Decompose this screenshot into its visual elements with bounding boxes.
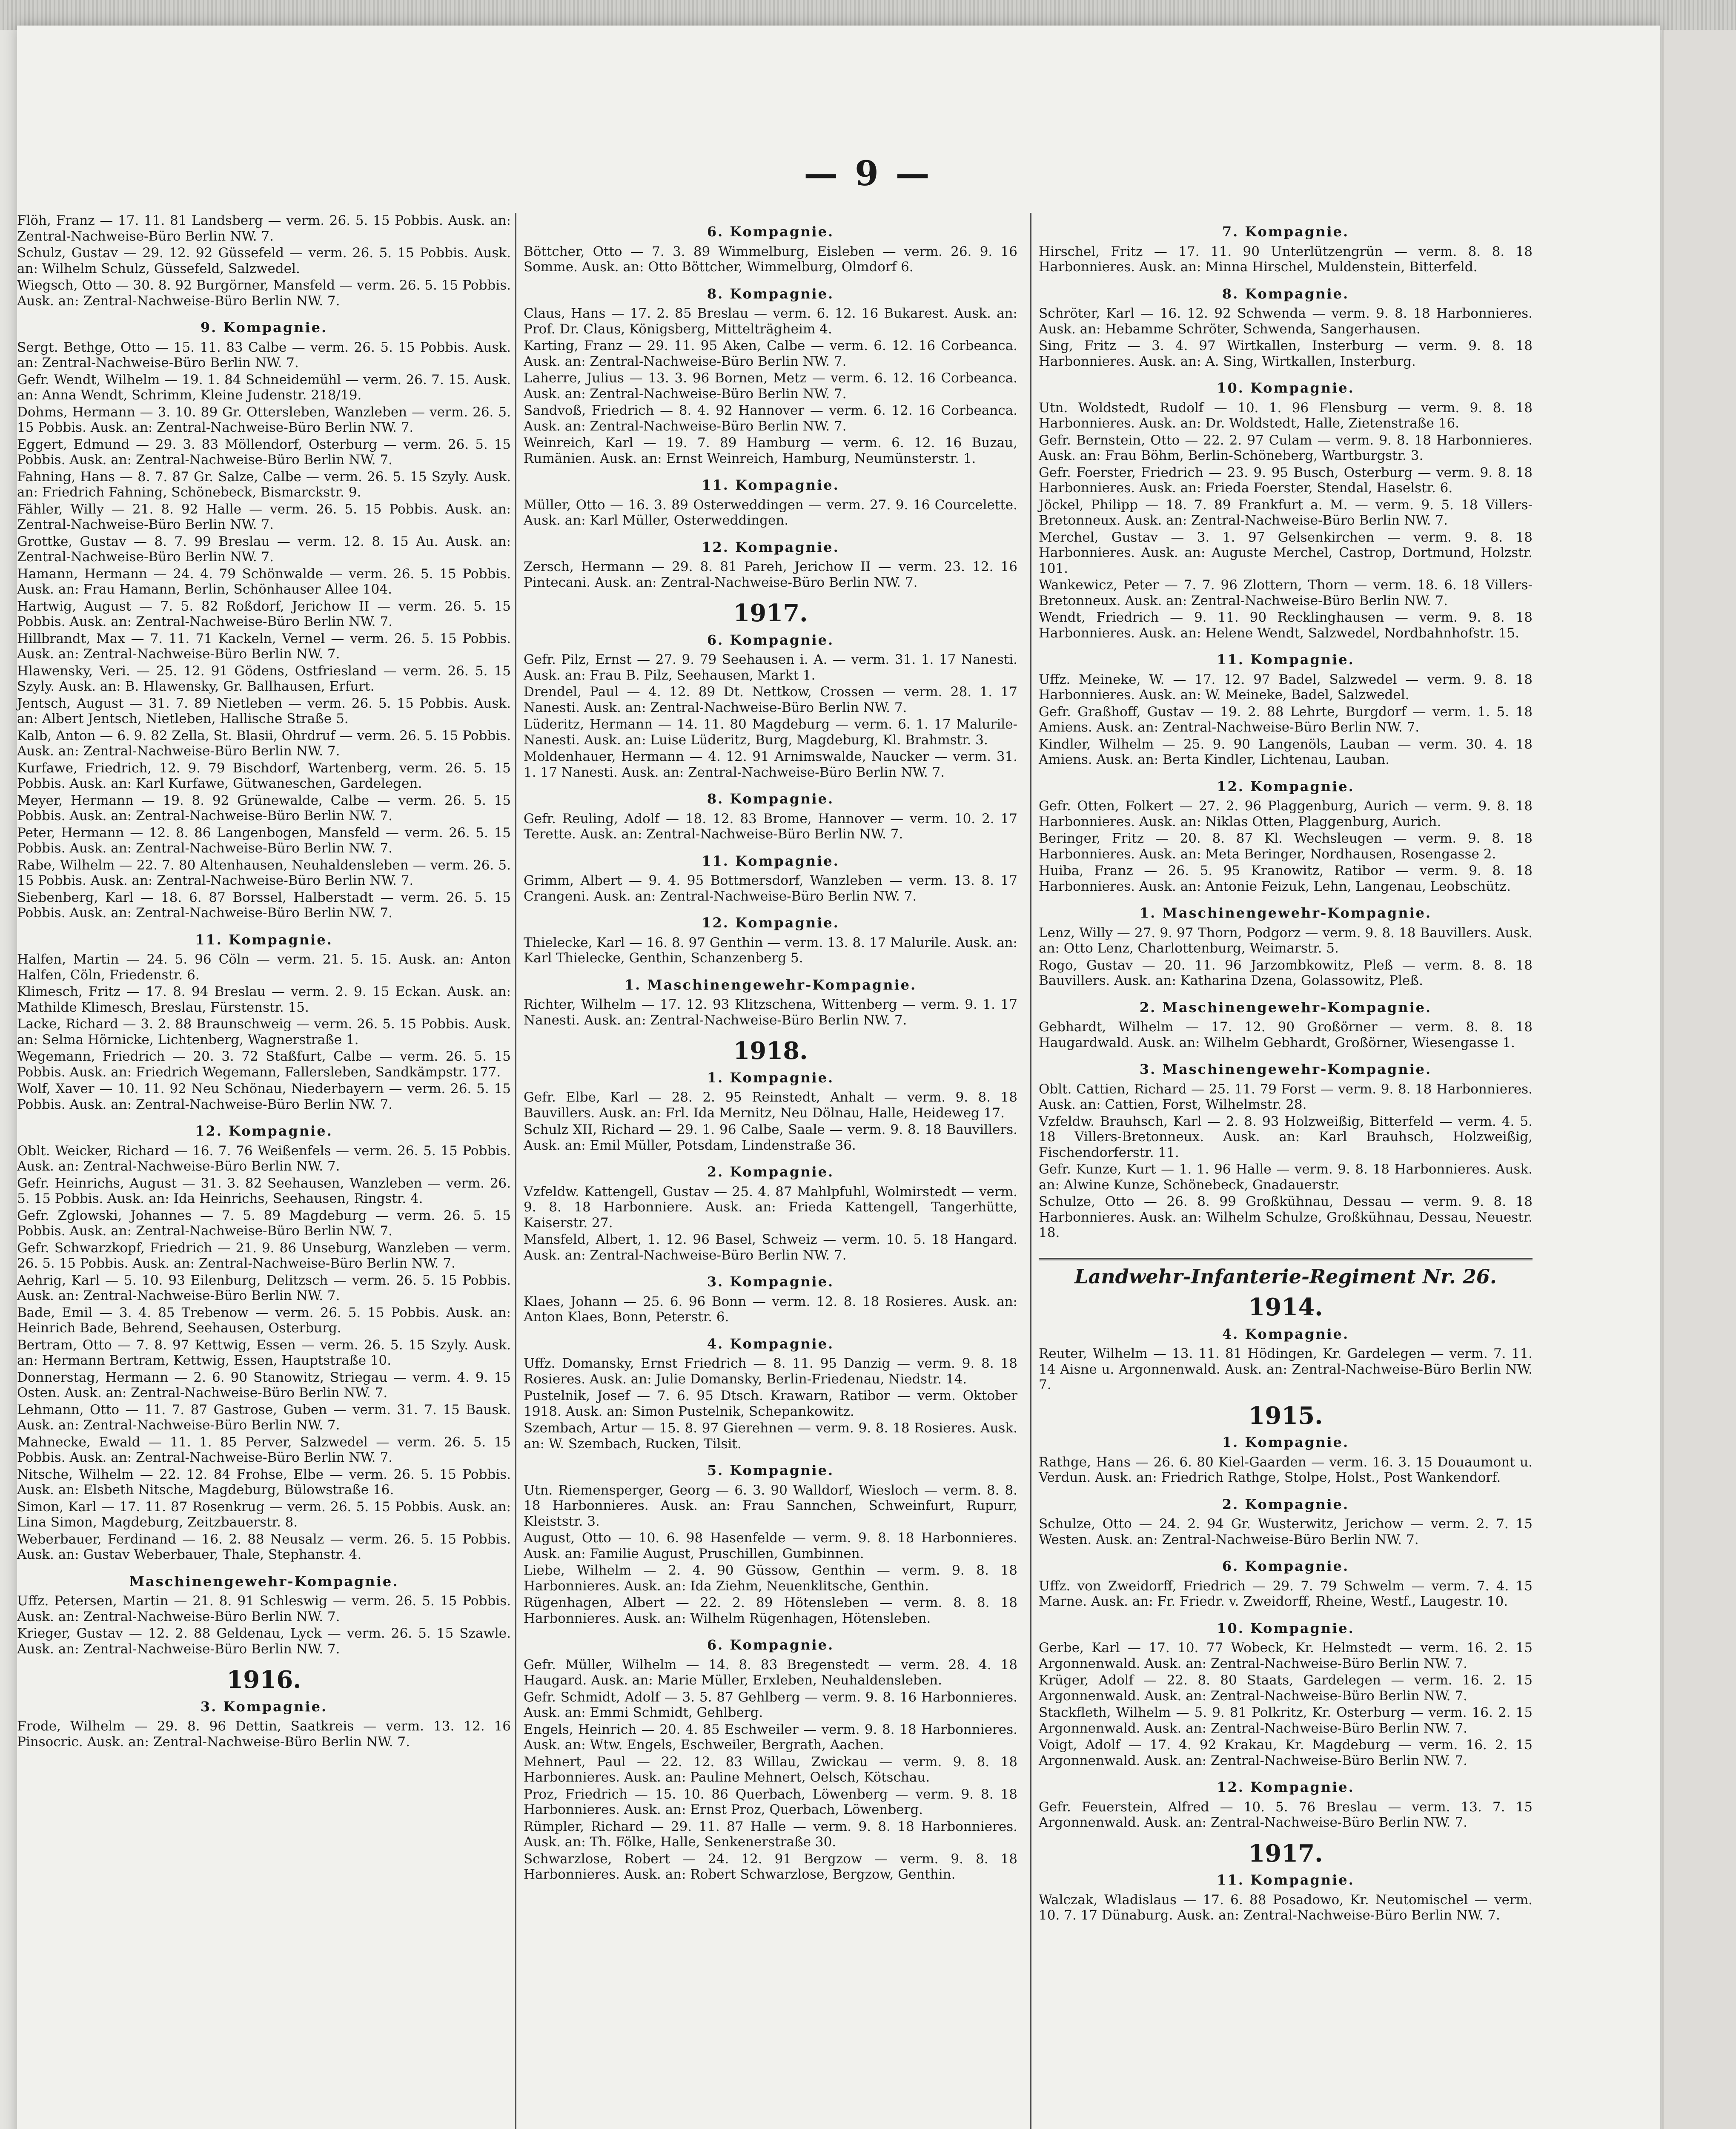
casualty-entry: Hamann, Hermann — 24. 4. 79 Schönwalde — verm. 26. 5. 15 Pobbis. Ausk. an: Frau Hamann, Berlin, Schönhauser Allee 104. (17, 566, 511, 597)
casualty-entry: Karting, Franz — 29. 11. 95 Aken, Calbe — verm. 6. 12. 16 Corbeanca. Ausk. an: Zentral-Nachweise-Büro Berlin NW. 7. (524, 338, 1017, 369)
casualty-entry: Gefr. Reuling, Adolf — 18. 12. 83 Brome, Hannover — verm. 10. 2. 17 Terette. Ausk. an: Zentral-Nachweise-Büro Berlin NW. 7. (524, 811, 1017, 842)
casualty-entry: Gefr. Zglowski, Johannes — 7. 5. 89 Magdeburg — verm. 26. 5. 15 Pobbis. Ausk. an: Zentral-Nachweise-Büro Berlin NW. 7. (17, 1208, 511, 1239)
casualty-entry: Utn. Riemensperger, Georg — 6. 3. 90 Walldorf, Wiesloch — verm. 8. 8. 18 Harbonnieres. Ausk. an: Frau Sannchen, Schweinfurt, Rupurr, Kleiststr. 3. (524, 1482, 1017, 1529)
casualty-entry: Vzfeldw. Kattengell, Gustav — 25. 4. 87 Mahlpfuhl, Wolmirstedt — verm. 9. 8. 18 Harbonniere. Ausk. an: Frieda Kattengell, Tangerhütte, Kaiserstr. 27. (524, 1184, 1017, 1231)
casualty-entry: Oblt. Weicker, Richard — 16. 7. 76 Weißenfels — verm. 26. 5. 15 Pobbis. Ausk. an: Zentral-Nachweise-Büro Berlin NW. 7. (17, 1143, 511, 1174)
casualty-entry: Rathge, Hans — 26. 6. 80 Kiel-Gaarden — verm. 16. 3. 15 Douaumont u. Verdun. Ausk. an: Friedrich Rathge, Stolpe, Holst., Post Wankendorf. (1039, 1454, 1533, 1485)
casualty-entry: Schulz, Gustav — 29. 12. 92 Güssefeld — verm. 26. 5. 15 Pobbis. Ausk. an: Wilhelm Schulz, Güssefeld, Salzwedel. (17, 245, 511, 276)
casualty-entry: Flöh, Franz — 17. 11. 81 Landsberg — verm. 26. 5. 15 Pobbis. Ausk. an: Zentral-Nachweise-Büro Berlin NW. 7. (17, 213, 511, 244)
casualty-entry: Halfen, Martin — 24. 5. 96 Cöln — verm. 21. 5. 15. Ausk. an: Anton Halfen, Cöln, Friedenstr. 6. (17, 952, 511, 983)
casualty-entry: Pustelnik, Josef — 7. 6. 95 Dtsch. Krawarn, Ratibor — verm. Oktober 1918. Ausk. an: Simon Pustelnik, Schepankowitz. (524, 1388, 1017, 1419)
year-heading: 1915. (1248, 1401, 1323, 1430)
company-heading: 7. Kompagnie. (1222, 224, 1349, 240)
column-divider-1 (515, 213, 516, 2129)
year-heading: 1914. (1248, 1293, 1323, 1321)
casualty-entry: Klimesch, Fritz — 17. 8. 94 Breslau — verm. 2. 9. 15 Eckan. Ausk. an: Mathilde Klimesch, Breslau, Fürstenstr. 15. (17, 984, 511, 1015)
casualty-entry: Mehnert, Paul — 22. 12. 83 Willau, Zwickau — verm. 9. 8. 18 Harbonnieres. Ausk. an: Pauline Mehnert, Oelsch, Kötschau. (524, 1754, 1017, 1785)
casualty-entry: Jöckel, Philipp — 18. 7. 89 Frankfurt a. M. — verm. 9. 5. 18 Villers-Bretonneux. Ausk. an: Zentral-Nachweise-Büro Berlin NW. 7. (1039, 497, 1533, 528)
casualty-entry: Grottke, Gustav — 8. 7. 99 Breslau — verm. 12. 8. 15 Au. Ausk. an: Zentral-Nachweise-Büro Berlin NW. 7. (17, 534, 511, 565)
casualty-entry: Uffz. Petersen, Martin — 21. 8. 91 Schleswig — verm. 26. 5. 15 Pobbis. Ausk. an: Zentral-Nachweise-Büro Berlin NW. 7. (17, 1593, 511, 1624)
casualty-entry: Lenz, Willy — 27. 9. 97 Thorn, Podgorz — verm. 9. 8. 18 Bauvillers. Ausk. an: Otto Lenz, Charlottenburg, Weimarstr. 5. (1039, 925, 1533, 956)
casualty-entry: Schwarzlose, Robert — 24. 12. 91 Bergzow — verm. 9. 8. 18 Harbonnieres. Ausk. an: Robert Schwarzlose, Bergzow, Genthin. (524, 1851, 1017, 1882)
casualty-entry: Huiba, Franz — 26. 5. 95 Kranowitz, Ratibor — verm. 9. 8. 18 Harbonnieres. Ausk. an: Antonie Feizuk, Lehn, Langenau, Leobschütz. (1039, 863, 1533, 894)
casualty-entry: Laherre, Julius — 13. 3. 96 Bornen, Metz — verm. 6. 12. 16 Corbeanca. Ausk. an: Zentral-Nachweise-Büro Berlin NW. 7. (524, 370, 1017, 402)
casualty-entry: Rogo, Gustav — 20. 11. 96 Jarzombkowitz, Pleß — verm. 8. 8. 18 Bauvillers. Ausk. an: Katharina Dzena, Golassowitz, Pleß. (1039, 957, 1533, 988)
company-heading: 1. Kompagnie. (1222, 1434, 1349, 1450)
casualty-entry: Hlawensky, Veri. — 25. 12. 91 Gödens, Ostfriesland — verm. 26. 5. 15 Szyly. Ausk. an: B. Hlawensky, Gr. Ballhausen, Erfurt. (17, 663, 511, 694)
casualty-entry: Szembach, Artur — 15. 8. 97 Gierehnen — verm. 9. 8. 18 Rosieres. Ausk. an: W. Szembach, Rucken, Tilsit. (524, 1420, 1017, 1452)
company-heading: 11. Kompagnie. (702, 477, 839, 493)
casualty-entry: Kurfawe, Friedrich, 12. 9. 79 Bischdorf, Wartenberg, verm. 26. 5. 15 Pobbis. Ausk. an: Karl Kurfawe, Gütwaneschen, Gardelegen. (17, 760, 511, 791)
casualty-entry: Schulze, Otto — 26. 8. 99 Großkühnau, Dessau — verm. 9. 8. 18 Harbonnieres. Ausk. an: Wilhelm Schulze, Großkühnau, Dessau, Neuestr. 18. (1039, 1194, 1533, 1240)
casualty-entry: Walczak, Wladislaus — 17. 6. 88 Posadowo, Kr. Neutomischel — verm. 10. 7. 17 Dünaburg. Ausk. an: Zentral-Nachweise-Büro Berlin NW. 7. (1039, 1892, 1533, 1923)
casualty-entry: Grimm, Albert — 9. 4. 95 Bottmersdorf, Wanzleben — verm. 13. 8. 17 Crangeni. Ausk. an: Zentral-Nachweise-Büro Berlin NW. 7. (524, 873, 1017, 904)
company-heading: 11. Kompagnie. (195, 931, 333, 948)
casualty-entry: Hirschel, Fritz — 17. 11. 90 Unterlützengrün — verm. 8. 8. 18 Harbonnieres. Ausk. an: Minna Hirschel, Muldenstein, Bitterfeld. (1039, 244, 1533, 275)
casualty-entry: Sandvoß, Friedrich — 8. 4. 92 Hannover — verm. 6. 12. 16 Corbeanca. Ausk. an: Zentral-Nachweise-Büro Berlin NW. 7. (524, 403, 1017, 434)
casualty-entry: Nitsche, Wilhelm — 22. 12. 84 Frohse, Elbe — verm. 26. 5. 15 Pobbis. Ausk. an: Elsbeth Nitsche, Magdeburg, Bülowstraße 16. (17, 1466, 511, 1498)
casualty-entry: Wendt, Friedrich — 9. 11. 90 Recklinghausen — verm. 9. 8. 18 Harbonnieres. Ausk. an: Helene Wendt, Salzwedel, Nordbahnhofstr. 15. (1039, 610, 1533, 641)
casualty-entry: Schröter, Karl — 16. 12. 92 Schwenda — verm. 9. 8. 18 Harbonnieres. Ausk. an: Hebamme Schröter, Schwenda, Sangerhausen. (1039, 306, 1533, 337)
casualty-entry: Schulze, Otto — 24. 2. 94 Gr. Wusterwitz, Jerichow — verm. 2. 7. 15 Westen. Ausk. an: Zentral-Nachweise-Büro Berlin NW. 7. (1039, 1516, 1533, 1547)
casualty-entry: Krüger, Adolf — 22. 8. 80 Staats, Gardelegen — verm. 16. 2. 15 Argonnenwald. Ausk. an: Zentral-Nachweise-Büro Berlin NW. 7. (1039, 1673, 1533, 1704)
casualty-entry: Gefr. Schwarzkopf, Friedrich — 21. 9. 86 Unseburg, Wanzleben — verm. 26. 5. 15 Pobbis. Ausk. an: Zentral-Nachweise-Büro Berlin NW. 7. (17, 1240, 511, 1271)
column-right (1039, 213, 1533, 1925)
casualty-entry: Gefr. Feuerstein, Alfred — 10. 5. 76 Breslau — verm. 13. 7. 15 Argonnenwald. Ausk. an: Zentral-Nachweise-Büro Berlin NW. 7. (1039, 1799, 1533, 1830)
casualty-entry: Engels, Heinrich — 20. 4. 85 Eschweiler — verm. 9. 8. 18 Harbonnieres. Ausk. an: Wtw. Engels, Eschweiler, Bergrath, Aachen. (524, 1722, 1017, 1753)
company-heading: 11. Kompagnie. (1217, 1872, 1355, 1888)
casualty-entry: Uffz. Domansky, Ernst Friedrich — 8. 11. 95 Danzig — verm. 9. 8. 18 Rosieres. Ausk. an: Julie Domansky, Berlin-Friedenau, Niedstr. 14. (524, 1356, 1017, 1387)
casualty-entry: Uffz. von Zweidorff, Friedrich — 29. 7. 79 Schwelm — verm. 7. 4. 15 Marne. Ausk. an: Fr. Friedr. v. Zweidorff, Rheine, Westf., Laugestr. 10. (1039, 1578, 1533, 1609)
casualty-entry: Siebenberg, Karl — 18. 6. 87 Borssel, Halberstadt — verm. 26. 5. 15 Pobbis. Ausk. an: Zentral-Nachweise-Büro Berlin NW. 7. (17, 889, 511, 921)
casualty-entry: Peter, Hermann — 12. 8. 86 Langenbogen, Mansfeld — verm. 26. 5. 15 Pobbis. Ausk. an: Zentral-Nachweise-Büro Berlin NW. 7. (17, 825, 511, 856)
casualty-entry: Klaes, Johann — 25. 6. 96 Bonn — verm. 12. 8. 18 Rosieres. Ausk. an: Anton Klaes, Bonn, Peterstr. 6. (524, 1294, 1017, 1325)
casualty-entry: Hartwig, August — 7. 5. 82 Roßdorf, Jerichow II — verm. 26. 5. 15 Pobbis. Ausk. an: Zentral-Nachweise-Büro Berlin NW. 7. (17, 598, 511, 629)
casualty-entry: Proz, Friedrich — 15. 10. 86 Querbach, Löwenberg — verm. 9. 8. 18 Harbonnieres. Ausk. an: Ernst Proz, Querbach, Löwenberg. (524, 1786, 1017, 1817)
casualty-entry: Wiegsch, Otto — 30. 8. 92 Burgörner, Mansfeld — verm. 26. 5. 15 Pobbis. Ausk. an: Zentral-Nachweise-Büro Berlin NW. 7. (17, 278, 511, 309)
company-heading: 1. Maschinengewehr-Kompagnie. (1139, 905, 1432, 921)
company-heading: 3. Kompagnie. (200, 1698, 328, 1715)
company-heading: 10. Kompagnie. (1217, 380, 1355, 396)
company-heading: 10. Kompagnie. (1217, 1620, 1355, 1636)
company-heading: 11. Kompagnie. (1217, 651, 1355, 668)
casualty-entry: Wolf, Xaver — 10. 11. 92 Neu Schönau, Niederbayern — verm. 26. 5. 15 Pobbis. Ausk. an: Zentral-Nachweise-Büro Berlin NW. 7. (17, 1081, 511, 1112)
casualty-entry: Weinreich, Karl — 19. 7. 89 Hamburg — verm. 6. 12. 16 Buzau, Rumänien. Ausk. an: Ernst Weinreich, Hamburg, Neumünsterstr. 1. (524, 435, 1017, 466)
casualty-entry: Richter, Wilhelm — 17. 12. 93 Klitzschena, Wittenberg — verm. 9. 1. 17 Nanesti. Ausk. an: Zentral-Nachweise-Büro Berlin NW. 7. (524, 997, 1017, 1028)
company-heading: 11. Kompagnie. (702, 852, 839, 869)
company-heading: 4. Kompagnie. (707, 1335, 834, 1352)
casualty-entry: Fähler, Willy — 21. 8. 92 Halle — verm. 26. 5. 15 Pobbis. Ausk. an: Zentral-Nachweise-Büro Berlin NW. 7. (17, 501, 511, 532)
company-heading: 12. Kompagnie. (195, 1123, 333, 1139)
casualty-entry: Gefr. Müller, Wilhelm — 14. 8. 83 Bregenstedt — verm. 28. 4. 18 Haugard. Ausk. an: Marie Müller, Erxleben, Neuhaldensleben. (524, 1657, 1017, 1688)
company-heading: Maschinengewehr-Kompagnie. (129, 1573, 399, 1590)
casualty-entry: Rümpler, Richard — 29. 11. 87 Halle — verm. 9. 8. 18 Harbonnieres. Ausk. an: Th. Fölke, Halle, Senkenerstraße 30. (524, 1819, 1017, 1850)
company-heading: 4. Kompagnie. (1222, 1326, 1349, 1342)
casualty-entry: Rügenhagen, Albert — 22. 2. 89 Hötensleben — verm. 8. 8. 18 Harbonnieres. Ausk. an: Wilhelm Rügenhagen, Hötensleben. (524, 1595, 1017, 1626)
year-heading: 1917. (733, 599, 808, 627)
year-heading: 1918. (733, 1037, 808, 1065)
company-heading: 3. Kompagnie. (707, 1274, 834, 1290)
company-heading: 6. Kompagnie. (707, 631, 834, 648)
casualty-entry: Gefr. Bernstein, Otto — 22. 2. 97 Culam — verm. 9. 8. 18 Harbonnieres. Ausk. an: Frau Böhm, Berlin-Schöneberg, Wartburgstr. 3. (1039, 432, 1533, 463)
casualty-entry: Hillbrandt, Max — 7. 11. 71 Kackeln, Vernel — verm. 26. 5. 15 Pobbis. Ausk. an: Zentral-Nachweise-Büro Berlin NW. 7. (17, 631, 511, 662)
company-heading: 12. Kompagnie. (702, 539, 839, 555)
casualty-entry: Lacke, Richard — 3. 2. 88 Braunschweig — verm. 26. 5. 15 Pobbis. Ausk. an: Selma Hörnicke, Lichtenberg, Wagnerstraße 1. (17, 1016, 511, 1047)
casualty-entry: Gerbe, Karl — 17. 10. 77 Wobeck, Kr. Helmstedt — verm. 16. 2. 15 Argonnenwald. Ausk. an: Zentral-Nachweise-Büro Berlin NW. 7. (1039, 1640, 1533, 1671)
casualty-entry: Stackfleth, Wilhelm — 5. 9. 81 Polkritz, Kr. Osterburg — verm. 16. 2. 15 Argonnenwald. Ausk. an: Zentral-Nachweise-Büro Berlin NW. 7. (1039, 1705, 1533, 1736)
casualty-entry: Kindler, Wilhelm — 25. 9. 90 Langenöls, Lauban — verm. 30. 4. 18 Amiens. Ausk. an: Berta Kindler, Lichtenau, Lauban. (1039, 736, 1533, 767)
company-heading: 5. Kompagnie. (707, 1462, 834, 1478)
casualty-entry: Böttcher, Otto — 7. 3. 89 Wimmelburg, Eisleben — verm. 26. 9. 16 Somme. Ausk. an: Otto Böttcher, Wimmelburg, Olmdorf 6. (524, 244, 1017, 275)
casualty-entry: Meyer, Hermann — 19. 8. 92 Grünewalde, Calbe — verm. 26. 5. 15 Pobbis. Ausk. an: Zentral-Nachweise-Büro Berlin NW. 7. (17, 792, 511, 823)
casualty-entry: Voigt, Adolf — 17. 4. 92 Krakau, Kr. Magdeburg — verm. 16. 2. 15 Argonnenwald. Ausk. an: Zentral-Nachweise-Büro Berlin NW. 7. (1039, 1737, 1533, 1768)
casualty-entry: Gefr. Heinrichs, August — 31. 3. 82 Seehausen, Wanzleben — verm. 26. 5. 15 Pobbis. Ausk. an: Ida Heinrichs, Seehausen, Ringstr. 4. (17, 1175, 511, 1206)
company-heading: 2. Kompagnie. (707, 1164, 834, 1180)
column-middle (524, 213, 1017, 1884)
casualty-entry: Gefr. Pilz, Ernst — 27. 9. 79 Seehausen i. A. — verm. 31. 1. 17 Nanesti. Ausk. an: Frau B. Pilz, Seehausen, Markt 1. (524, 652, 1017, 683)
casualty-entry: Kalb, Anton — 6. 9. 82 Zella, St. Blasii, Ohrdruf — verm. 26. 5. 15 Pobbis. Ausk. an: Zentral-Nachweise-Büro Berlin NW. 7. (17, 728, 511, 759)
company-heading: 6. Kompagnie. (1222, 1558, 1349, 1574)
casualty-entry: Donnerstag, Hermann — 2. 6. 90 Stanowitz, Striegau — verm. 4. 9. 15 Osten. Ausk. an: Zentral-Nachweise-Büro Berlin NW. 7. (17, 1369, 511, 1400)
casualty-entry: August, Otto — 10. 6. 98 Hasenfelde — verm. 9. 8. 18 Harbonnieres. Ausk. an: Familie August, Pruschillen, Gumbinnen. (524, 1530, 1017, 1561)
year-heading: 1916. (226, 1666, 301, 1694)
casualty-entry: Sing, Fritz — 3. 4. 97 Wirtkallen, Insterburg — verm. 9. 8. 18 Harbonnieres. Ausk. an: A. Sing, Wirtkallen, Insterburg. (1039, 338, 1533, 369)
casualty-entry: Mansfeld, Albert, 1. 12. 96 Basel, Schweiz — verm. 10. 5. 18 Hangard. Ausk. an: Zentral-Nachweise-Büro Berlin NW. 7. (524, 1232, 1017, 1263)
casualty-entry: Jentsch, August — 31. 7. 89 Nietleben — verm. 26. 5. 15 Pobbis. Ausk. an: Albert Jentsch, Nietleben, Hallische Straße 5. (17, 695, 511, 726)
casualty-entry: Utn. Woldstedt, Rudolf — 10. 1. 96 Flensburg — verm. 9. 8. 18 Harbonnieres. Ausk. an: Dr. Woldstedt, Halle, Zietenstraße 16. (1039, 400, 1533, 431)
casualty-entry: Wankewicz, Peter — 7. 7. 96 Zlottern, Thorn — verm. 18. 6. 18 Villers-Bretonneux. Ausk. an: Zentral-Nachweise-Büro Berlin NW. 7. (1039, 577, 1533, 608)
casualty-entry: Gefr. Kunze, Kurt — 1. 1. 96 Halle — verm. 9. 8. 18 Harbonnieres. Ausk. an: Alwine Kunze, Schönebeck, Gnadauerstr. (1039, 1162, 1533, 1193)
casualty-entry: Thielecke, Karl — 16. 8. 97 Genthin — verm. 13. 8. 17 Malurile. Ausk. an: Karl Thielecke, Genthin, Schanzenberg 5. (524, 935, 1017, 966)
company-heading: 12. Kompagnie. (702, 915, 839, 931)
casualty-entry: Wegemann, Friedrich — 20. 3. 72 Staßfurt, Calbe — verm. 26. 5. 15 Pobbis. Ausk. an: Friedrich Wegemann, Fallersleben, Sandkämpstr. 177. (17, 1049, 511, 1080)
column-divider-2 (1030, 213, 1031, 2129)
casualty-entry: Oblt. Cattien, Richard — 25. 11. 79 Forst — verm. 9. 8. 18 Harbonnieres. Ausk. an: Cattien, Forst, Wilhelmstr. 28. (1039, 1081, 1533, 1112)
casualty-entry: Liebe, Wilhelm — 2. 4. 90 Güssow, Genthin — verm. 9. 8. 18 Harbonnieres. Ausk. an: Ida Ziehm, Neuenklitsche, Genthin. (524, 1563, 1017, 1594)
casualty-entry: Claus, Hans — 17. 2. 85 Breslau — verm. 6. 12. 16 Bukarest. Ausk. an: Prof. Dr. Claus, Königsberg, Mittelträgheim 4. (524, 306, 1017, 337)
casualty-entry: Vzfeldw. Brauhsch, Karl — 2. 8. 93 Holzweißig, Bitterfeld — verm. 4. 5. 18 Villers-Bretonneux. Ausk. an: Karl Brauhsch, Holzweißig, Fischendorferstr. 11. (1039, 1113, 1533, 1160)
casualty-entry: Gefr. Wendt, Wilhelm — 19. 1. 84 Schneidemühl — verm. 26. 7. 15. Ausk. an: Anna Wendt, Schrimm, Kleine Judenstr. 218/19. (17, 372, 511, 403)
scan-right-edge (1662, 30, 1736, 2129)
casualty-entry: Mahnecke, Ewald — 11. 1. 85 Perver, Salzwedel — verm. 26. 5. 15 Pobbis. Ausk. an: Zentral-Nachweise-Büro Berlin NW. 7. (17, 1434, 511, 1465)
casualty-entry: Frode, Wilhelm — 29. 8. 96 Dettin, Saatkreis — verm. 13. 12. 16 Pinsocric. Ausk. an: Zentral-Nachweise-Büro Berlin NW. 7. (17, 1719, 511, 1750)
casualty-entry: Zersch, Hermann — 29. 8. 81 Pareh, Jerichow II — verm. 23. 12. 16 Pintecani. Ausk. an: Zentral-Nachweise-Büro Berlin NW. 7. (524, 559, 1017, 590)
casualty-entry: Gefr. Graßhoff, Gustav — 19. 2. 88 Lehrte, Burgdorf — verm. 1. 5. 18 Amiens. Ausk. an: Zentral-Nachweise-Büro Berlin NW. 7. (1039, 704, 1533, 735)
company-heading: 8. Kompagnie. (707, 285, 834, 302)
casualty-entry: Reuter, Wilhelm — 13. 11. 81 Hödingen, Kr. Gardelegen — verm. 7. 11. 14 Aisne u. Argonnenwald. Ausk. an: Zentral-Nachweise-Büro Berlin NW. 7. (1039, 1346, 1533, 1392)
casualty-entry: Fahning, Hans — 8. 7. 87 Gr. Salze, Calbe — verm. 26. 5. 15 Szyly. Ausk. an: Friedrich Fahning, Schönebeck, Bismarckstr. 9. (17, 469, 511, 500)
casualty-entry: Müller, Otto — 16. 3. 89 Osterweddingen — verm. 27. 9. 16 Courcelette. Ausk. an: Karl Müller, Osterweddingen. (524, 497, 1017, 528)
casualty-entry: Eggert, Edmund — 29. 3. 83 Möllendorf, Osterburg — verm. 26. 5. 15 Pobbis. Ausk. an: Zentral-Nachweise-Büro Berlin NW. 7. (17, 436, 511, 468)
casualty-entry: Krieger, Gustav — 12. 2. 88 Geldenau, Lyck — verm. 26. 5. 15 Szawle. Ausk. an: Zentral-Nachweise-Büro Berlin NW. 7. (17, 1626, 511, 1657)
casualty-entry: Bade, Emil — 3. 4. 85 Trebenow — verm. 26. 5. 15 Pobbis. Ausk. an: Heinrich Bade, Behrend, Seehausen, Osterburg. (17, 1305, 511, 1336)
casualty-entry: Weberbauer, Ferdinand — 16. 2. 88 Neusalz — verm. 26. 5. 15 Pobbis. Ausk. an: Gustav Weberbauer, Thale, Stephanstr. 4. (17, 1531, 511, 1562)
company-heading: 2. Kompagnie. (1222, 1496, 1349, 1512)
column-left (17, 213, 511, 1751)
casualty-entry: Gefr. Schmidt, Adolf — 3. 5. 87 Gehlberg — verm. 9. 8. 16 Harbonnieres. Ausk. an: Emmi Schmidt, Gehlberg. (524, 1689, 1017, 1720)
company-heading: 1. Kompagnie. (707, 1069, 834, 1086)
casualty-entry: Schulz XII, Richard — 29. 1. 96 Calbe, Saale — verm. 9. 8. 18 Bauvillers. Ausk. an: Emil Müller, Potsdam, Lindenstraße 36. (524, 1122, 1017, 1153)
year-heading: 1917. (1248, 1839, 1323, 1868)
casualty-entry: Aehrig, Karl — 5. 10. 93 Eilenburg, Delitzsch — verm. 26. 5. 15 Pobbis. Ausk. an: Zentral-Nachweise-Büro Berlin NW. 7. (17, 1272, 511, 1303)
company-heading: 2. Maschinengewehr-Kompagnie. (1139, 999, 1432, 1016)
casualty-entry: Gefr. Elbe, Karl — 28. 2. 95 Reinstedt, Anhalt — verm. 9. 8. 18 Bauvillers. Ausk. an: Frl. Ida Mernitz, Neu Dölnau, Halle, Heideweg 17. (524, 1090, 1017, 1121)
casualty-entry: Simon, Karl — 17. 11. 87 Rosenkrug — verm. 26. 5. 15 Pobbis. Ausk. an: Lina Simon, Magdeburg, Zeitzbauerstr. 8. (17, 1499, 511, 1530)
casualty-entry: Gefr. Foerster, Friedrich — 23. 9. 95 Busch, Osterburg — verm. 9. 8. 18 Harbonnieres. Ausk. an: Frieda Foerster, Stendal, Haselstr. 6. (1039, 465, 1533, 496)
company-heading: 3. Maschinengewehr-Kompagnie. (1139, 1061, 1432, 1077)
company-heading: 6. Kompagnie. (707, 224, 834, 240)
company-heading: 1. Maschinengewehr-Kompagnie. (624, 976, 917, 993)
casualty-entry: Merchel, Gustav — 3. 1. 97 Gelsenkirchen — verm. 9. 8. 18 Harbonnieres. Ausk. an: Auguste Merchel, Castrop, Dortmund, Holzstr. 101. (1039, 529, 1533, 576)
casualty-entry: Dohms, Hermann — 3. 10. 89 Gr. Ottersleben, Wanzleben — verm. 26. 5. 15 Pobbis. Ausk. an: Zentral-Nachweise-Büro Berlin NW. 7. (17, 404, 511, 435)
casualty-entry: Moldenhauer, Hermann — 4. 12. 91 Arnimswalde, Naucker — verm. 31. 1. 17 Nanesti. Ausk. an: Zentral-Nachweise-Büro Berlin NW. 7. (524, 749, 1017, 780)
casualty-entry: Lehmann, Otto — 11. 7. 87 Gastrose, Guben — verm. 31. 7. 15 Bausk. Ausk. an: Zentral-Nachweise-Büro Berlin NW. 7. (17, 1402, 511, 1433)
casualty-entry: Uffz. Meineke, W. — 17. 12. 97 Badel, Salzwedel — verm. 9. 8. 18 Harbonnieres. Ausk. an: W. Meineke, Badel, Salzwedel. (1039, 671, 1533, 703)
company-heading: 8. Kompagnie. (707, 791, 834, 807)
casualty-entry: Lüderitz, Hermann — 14. 11. 80 Magdeburg — verm. 6. 1. 17 Malurile-Nanesti. Ausk. an: Luise Lüderitz, Burg, Magdeburg, Kl. Brahmstr. 3. (524, 717, 1017, 748)
casualty-entry: Sergt. Bethge, Otto — 15. 11. 83 Calbe — verm. 26. 5. 15 Pobbis. Ausk. an: Zentral-Nachweise-Büro Berlin NW. 7. (17, 339, 511, 370)
company-heading: 9. Kompagnie. (200, 319, 328, 336)
company-heading: 8. Kompagnie. (1222, 285, 1349, 302)
casualty-entry: Gefr. Otten, Folkert — 27. 2. 96 Plaggenburg, Aurich — verm. 9. 8. 18 Harbonnieres. Ausk. an: Niklas Otten, Plaggenburg, Aurich. (1039, 798, 1533, 829)
company-heading: 6. Kompagnie. (707, 1637, 834, 1653)
company-heading: 12. Kompagnie. (1217, 1779, 1355, 1795)
page-number: — 9 — (804, 153, 932, 193)
casualty-entry: Gebhardt, Wilhelm — 17. 12. 90 Großörner — verm. 8. 8. 18 Haugardwald. Ausk. an: Wilhelm Gebhardt, Großörner, Wiesengasse 1. (1039, 1019, 1533, 1050)
regiment-heading: Landwehr-Infanterie-Regiment Nr. 26. (1039, 1258, 1533, 1285)
casualty-entry: Bertram, Otto — 7. 8. 97 Kettwig, Essen — verm. 26. 5. 15 Szyly. Ausk. an: Hermann Bertram, Kettwig, Essen, Hauptstraße 10. (17, 1337, 511, 1368)
casualty-entry: Rabe, Wilhelm — 22. 7. 80 Altenhausen, Neuhaldensleben — verm. 26. 5. 15 Pobbis. Ausk. an: Zentral-Nachweise-Büro Berlin NW. 7. (17, 857, 511, 888)
casualty-entry: Beringer, Fritz — 20. 8. 87 Kl. Wechsleugen — verm. 9. 8. 18 Harbonnieres. Ausk. an: Meta Beringer, Nordhausen, Rosengasse 2. (1039, 831, 1533, 862)
casualty-entry: Drendel, Paul — 4. 12. 89 Dt. Nettkow, Crossen — verm. 28. 1. 17 Nanesti. Ausk. an: Zentral-Nachweise-Büro Berlin NW. 7. (524, 684, 1017, 715)
company-heading: 12. Kompagnie. (1217, 778, 1355, 795)
